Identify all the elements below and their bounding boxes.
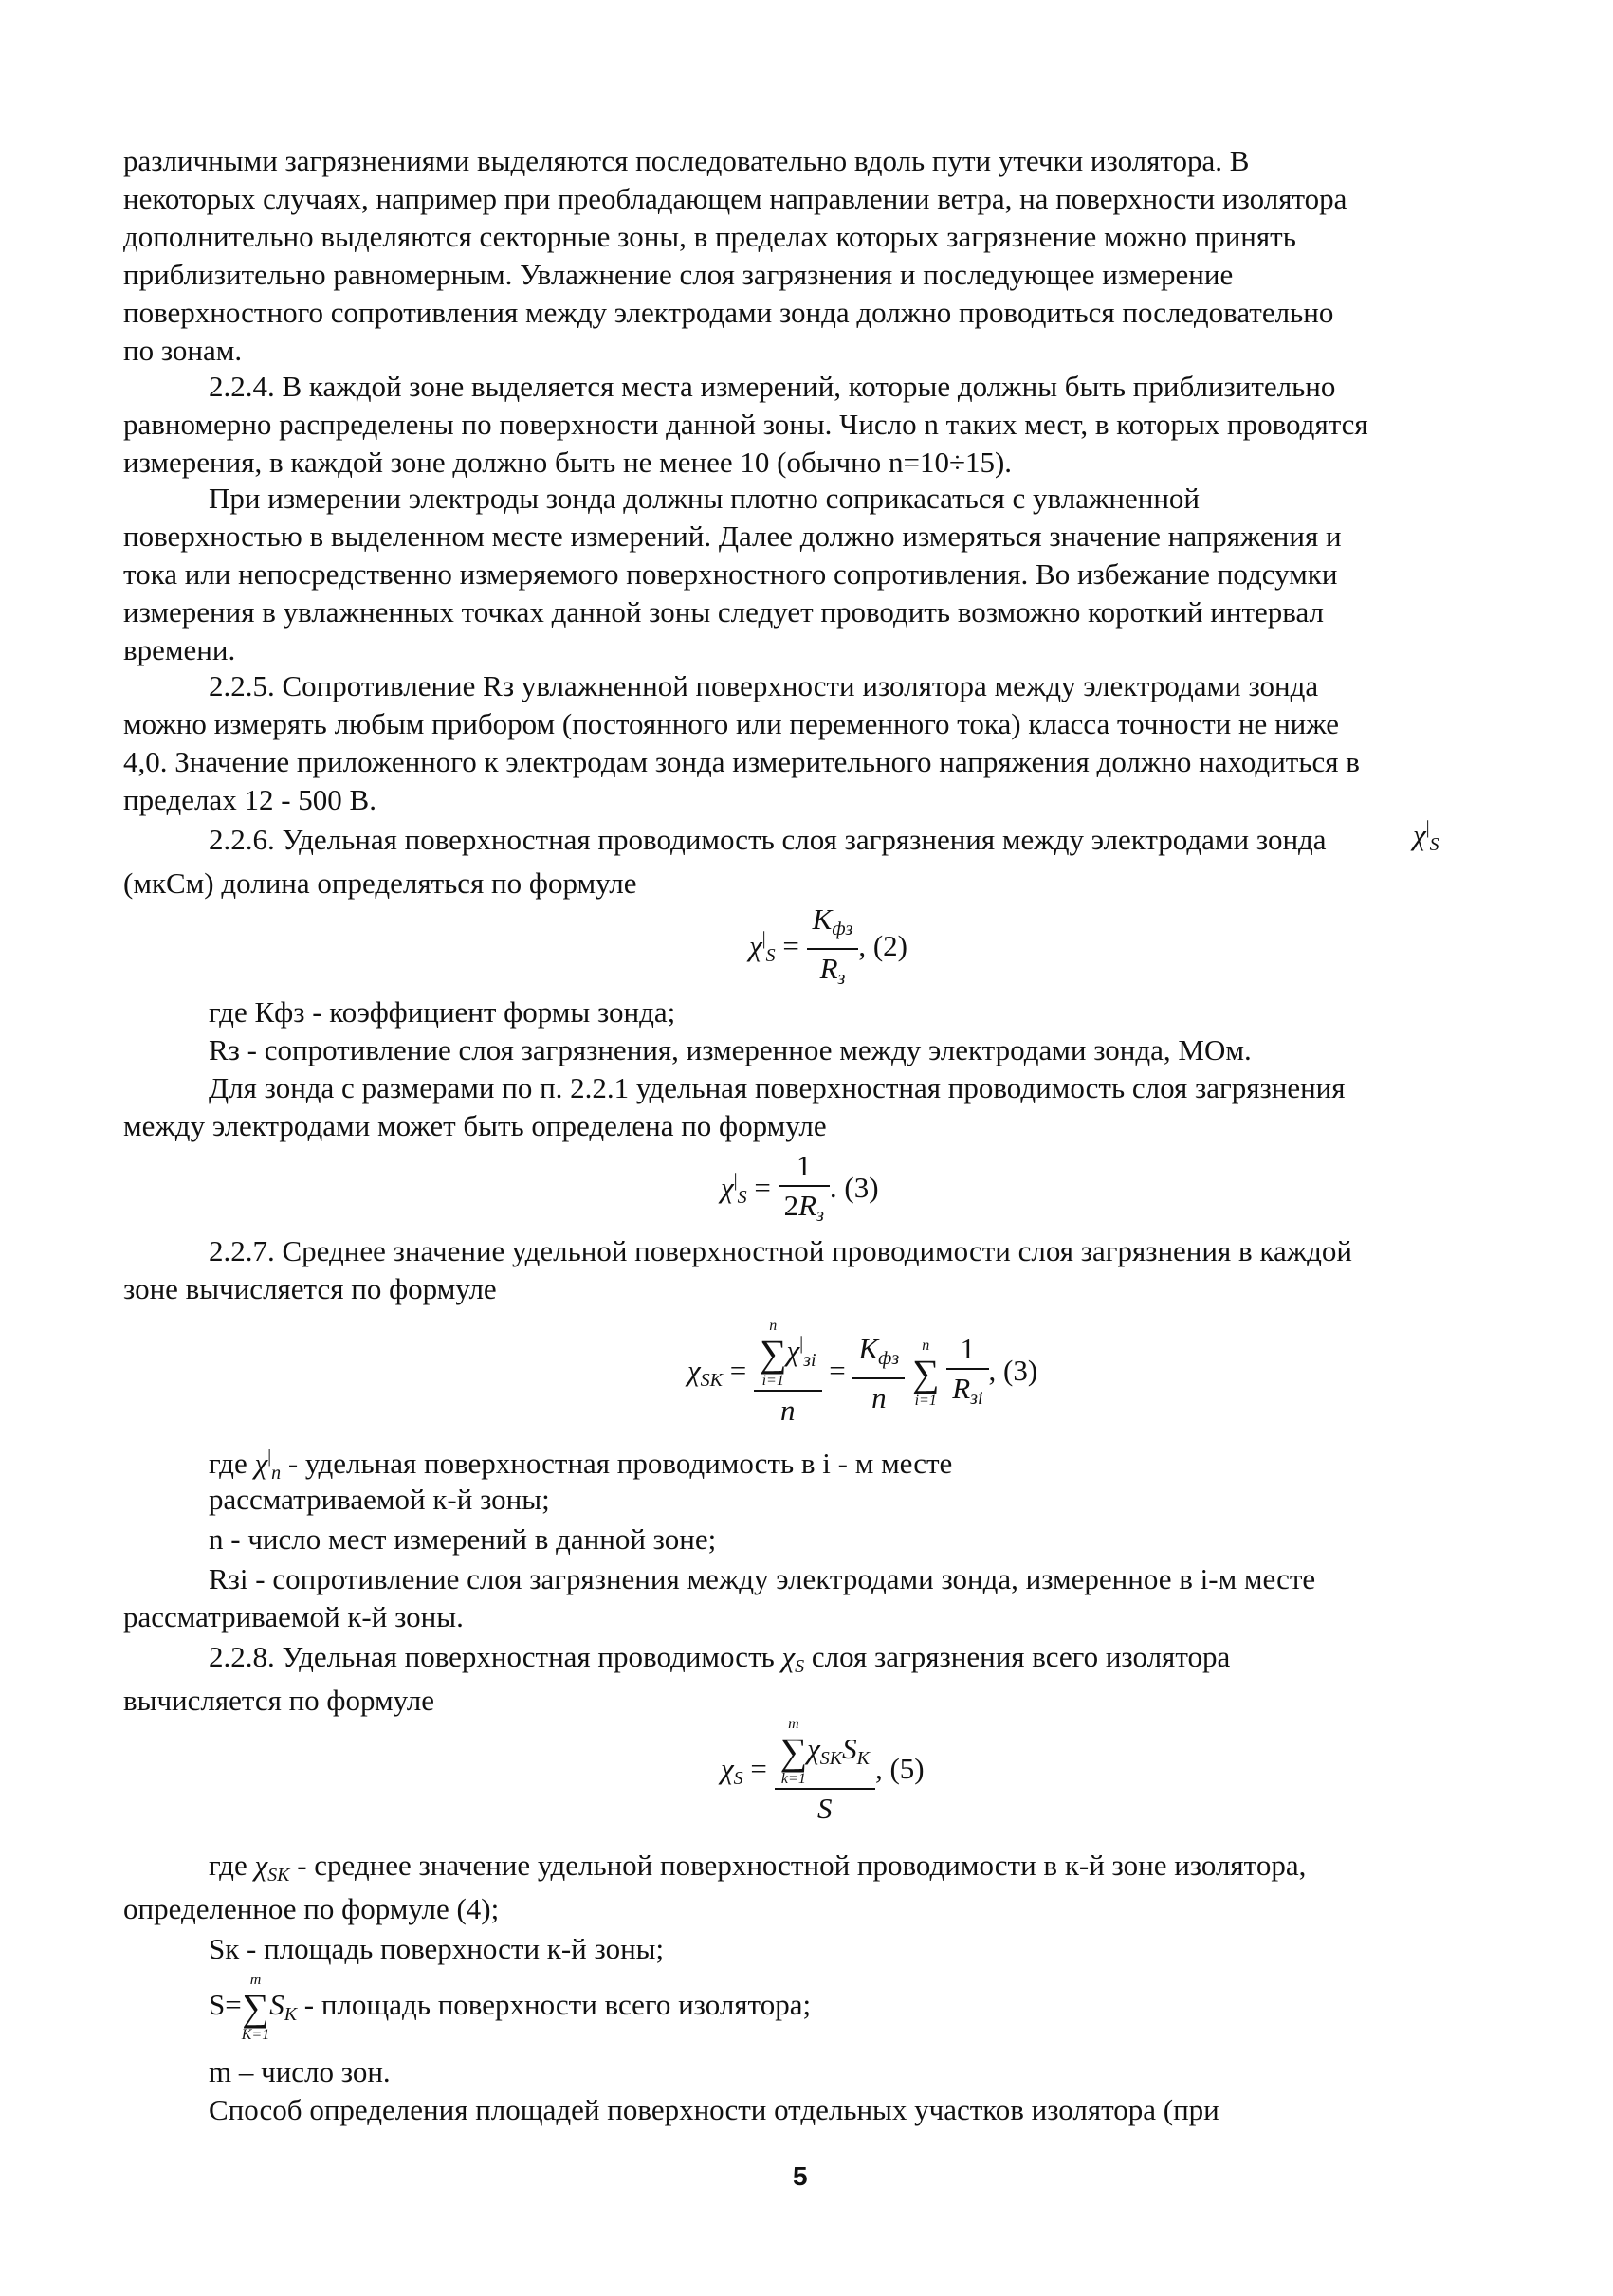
text-fragment: - среднее значение удельной поверхностной проводимости в к-й зоне изолятора, <box>297 1849 1307 1882</box>
paragraph-2-2-7: 2.2.7. Среднее значение удельной поверхностной проводимости слоя загрязнения в каждой <box>209 1234 1353 1267</box>
text-line: рассматриваемой к-й зоны. <box>123 1600 464 1633</box>
text-fragment: - площадь поверхности всего изолятора; <box>303 1988 812 2022</box>
text-line: n - число мест измерений в данной зоне; <box>209 1522 717 1556</box>
text-line: где $\chi_{SK}$ - среднее значение удельной поверхностной проводимости в к-й зоне изолятора, <box>209 1849 1307 1886</box>
text-line: поверхностью в выделенном месте измерений. Далее должно измеряться значение напряжения и <box>123 519 1342 553</box>
paragraph-2-2-5: 2.2.5. Сопротивление Rз увлажненной поверхности изолятора между электродами зонда <box>209 669 1319 702</box>
text-line: вычисляется по формуле <box>123 1684 435 1717</box>
text-line: некоторых случаях, например при преобладающем направлении ветра, на поверхности изолятора <box>123 182 1347 215</box>
text-line: равномерно распределены по поверхности данной зоны. Число n таких мест, в которых проводятся <box>123 408 1368 441</box>
text-line: Rз - сопротивление слоя загрязнения, измеренное между электродами зонда, МОм. <box>209 1033 1252 1066</box>
where-word: где <box>209 1849 247 1882</box>
text-line: Для зонда с размерами по п. 2.2.1 удельная поверхностная проводимость слоя загрязнения <box>209 1071 1346 1104</box>
formula-5: $\chi_S$ = m ∑ k=1 $\chi_{SK}S_K$ S , (5) <box>721 1716 925 1825</box>
text-line: определенное по формуле (4); <box>123 1892 500 1925</box>
formula-2: $\chi^|_S$ = $\frac{K_{фз}}{R_з}$ , (2) <box>749 902 907 989</box>
text-line: зоне вычисляется по формуле <box>123 1272 497 1305</box>
paragraph-2-2-4: 2.2.4. В каждой зоне выделяется места измерений, которые должны быть приблизительно <box>209 370 1336 403</box>
formula-average: $\chi_{SK}$ = n ∑ i=1 $\chi^|_{зi}$ n = $\frac{K_{фз}}{n}$ n ∑ i=1 $\frac{1}{R_{зi}}$ , (3) <box>687 1318 1038 1427</box>
chi-s-symbol: $\chi^|_S$ <box>1413 817 1439 855</box>
text-line: по зонам. <box>123 334 243 367</box>
text-line: времени. <box>123 633 236 666</box>
text-line: измерения в увлажненных точках данной зоны следует проводить возможно короткий интервал <box>123 595 1324 629</box>
formula-3: $\chi^|_S$ = $\frac{1}{2R_з}$ . (3) <box>721 1149 879 1226</box>
text-line: Sк - площадь поверхности к-й зоны; <box>209 1932 665 1965</box>
text-line: При измерении электроды зонда должны плотно соприкасаться с увлажненной <box>209 482 1201 515</box>
text-line: можно измерять любым прибором (постоянного или переменного тока) класса точности не ниже <box>123 707 1340 740</box>
text-line: различными загрязнениями выделяются последовательно вдоль пути утечки изолятора. В <box>123 144 1250 177</box>
page-number: 5 <box>793 2161 808 2191</box>
text-line: где Кфз - коэффициент формы зонда; <box>209 995 676 1029</box>
paragraph-2-2-6: 2.2.6. Удельная поверхностная проводимость слоя загрязнения между электродами зонда <box>209 823 1327 856</box>
text-fragment: - удельная поверхностная проводимость в i - м месте <box>287 1447 953 1480</box>
text-line: поверхностного сопротивления между электродами зонда должно проводиться последовательно <box>123 296 1334 329</box>
text-line: дополнительно выделяются секторные зоны, в пределах которых загрязнение можно принять <box>123 220 1296 253</box>
text-line: измерения, в каждой зоне должно быть не менее 10 (обычно n=10÷15). <box>123 446 1013 479</box>
text-line: 4,0. Значение приложенного к электродам зонда измерительного напряжения должно находиться в <box>123 745 1360 778</box>
text-fragment: слоя загрязнения всего изолятора <box>811 1640 1231 1673</box>
paragraph-2-2-8: 2.2.8. Удельная поверхностная проводимость $\chi_S$ слоя загрязнения всего изолятора <box>209 1640 1231 1677</box>
text-line: m – число зон. <box>209 2055 391 2088</box>
text-line: между электродами может быть определена по формуле <box>123 1109 827 1142</box>
text-line: рассматриваемой к-й зоны; <box>209 1483 550 1516</box>
formula-5-label: , (5) <box>874 1752 925 1786</box>
text-line: Rзi - сопротивление слоя загрязнения между электродами зонда, измеренное в i-м месте <box>209 1562 1316 1595</box>
text-fragment: 2.2.8. Удельная поверхностная проводимость <box>209 1640 775 1673</box>
formula-2-label: , (2) <box>858 929 907 963</box>
text-line: тока или непосредственно измеряемого поверхностного сопротивления. Во избежание подсумки <box>123 557 1338 591</box>
text-line: приблизительно равномерным. Увлажнение слоя загрязнения и последующее измерение <box>123 258 1234 291</box>
area-formula: S= m ∑ K=1 $S_K$ - площадь поверхности всего изолятора; <box>209 1972 812 2043</box>
text-line: (мкСм) долина определяться по формуле <box>123 866 637 900</box>
text-line: Способ определения площадей поверхности отдельных участков изолятора (при <box>209 2093 1219 2126</box>
text-line: где $\chi^|_n$ - удельная поверхностная проводимость в i - м месте <box>209 1446 953 1484</box>
where-word: где <box>209 1447 247 1480</box>
text-line: пределах 12 - 500 В. <box>123 783 376 816</box>
formula-average-label: , (3) <box>988 1354 1038 1388</box>
formula-3-label: . (3) <box>829 1171 879 1205</box>
